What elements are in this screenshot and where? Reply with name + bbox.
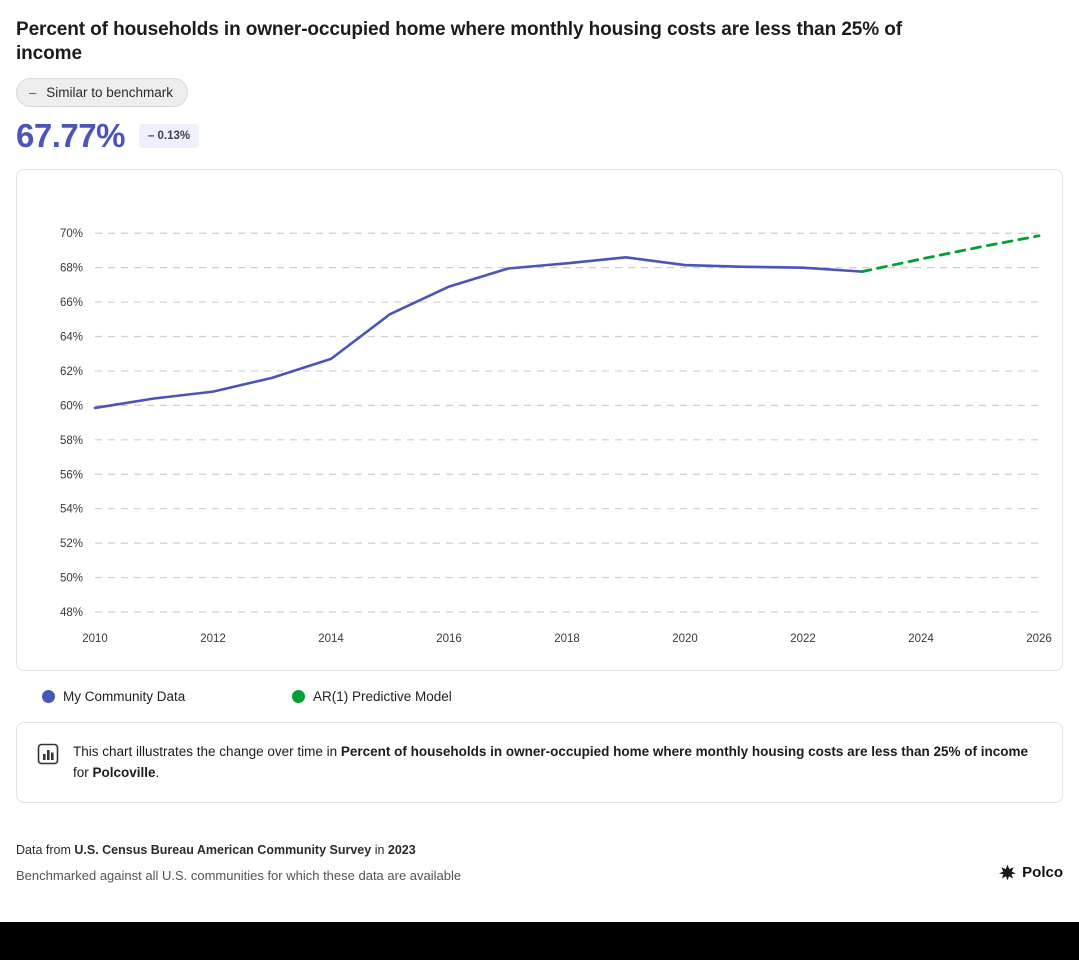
legend-item-ar1-predictive-model [292, 689, 542, 704]
polco-mark-icon [999, 864, 1016, 881]
line-chart[interactable] [17, 170, 1064, 672]
in-label: in [371, 842, 388, 857]
bar-chart-icon [37, 743, 59, 765]
data-source-name: U.S. Census Bureau American Community Survey [74, 842, 372, 857]
benchmark-label: Similar to benchmark [46, 84, 174, 100]
y-axis-tick: 58% [59, 434, 83, 447]
y-axis-tick: 48% [59, 606, 83, 619]
y-axis-tick: 50% [59, 572, 83, 585]
x-axis-tick: 2014 [318, 632, 344, 645]
value-row [16, 117, 1063, 155]
chart-description-card [16, 722, 1063, 803]
chart-card [16, 169, 1063, 671]
note-prefix: This chart illustrates the change over time in [73, 743, 341, 759]
x-axis-tick: 2010 [82, 632, 108, 645]
x-axis-tick: 2026 [1026, 632, 1052, 645]
y-axis-tick: 62% [59, 365, 83, 378]
legend-dot-icon [292, 690, 305, 703]
legend-item-my-community-data [42, 689, 292, 704]
y-axis-tick: 60% [59, 399, 83, 412]
page-title: Percent of households in owner-occupied home where monthly housing costs are less than 25% of income [16, 19, 902, 64]
chart-description [73, 741, 1042, 784]
legend-label: My Community Data [63, 688, 186, 704]
dash-icon: – [29, 84, 37, 100]
data-from-label: Data from [16, 842, 75, 857]
y-axis-tick: 52% [59, 537, 83, 550]
y-axis-tick: 66% [59, 296, 83, 309]
chart-gridlines [95, 233, 1039, 612]
y-axis-tick: 56% [59, 468, 83, 481]
x-axis-tick: 2018 [554, 632, 580, 645]
chart-y-axis-labels [60, 228, 83, 619]
delta-badge: – 0.13% [139, 124, 199, 148]
series-ar1-predictive-model [862, 235, 1039, 271]
benchmark-note: Benchmarked against all U.S. communities for which these data are available [16, 867, 462, 883]
polco-logo-text: Polco [1022, 863, 1063, 881]
note-metric: Percent of households in owner-occupied home where monthly housing costs are less than 25% of income [340, 743, 1029, 759]
series-my-community-data [95, 257, 862, 408]
y-axis-tick: 54% [59, 503, 83, 516]
metric-value: 67.77% [16, 116, 125, 154]
legend-label: AR(1) Predictive Model [313, 688, 452, 704]
x-axis-tick: 2024 [908, 632, 934, 645]
y-axis-tick: 68% [59, 262, 83, 275]
x-axis-tick: 2020 [672, 632, 698, 645]
note-middle: for [73, 765, 93, 781]
y-axis-tick: 70% [59, 227, 83, 240]
x-axis-tick: 2016 [436, 632, 462, 645]
polco-logo [999, 864, 1063, 881]
data-source-line [16, 843, 1063, 857]
legend-dot-icon [42, 690, 55, 703]
footer [16, 843, 1063, 883]
x-axis-tick: 2022 [790, 632, 816, 645]
note-suffix: . [155, 765, 160, 781]
data-year: 2023 [387, 842, 416, 857]
x-axis-tick: 2012 [200, 632, 226, 645]
note-place: Polcoville [92, 765, 156, 781]
chart-legend [16, 689, 1063, 704]
status-badge [16, 78, 188, 107]
chart-x-axis-labels [82, 633, 1052, 645]
y-axis-tick: 64% [59, 331, 83, 344]
